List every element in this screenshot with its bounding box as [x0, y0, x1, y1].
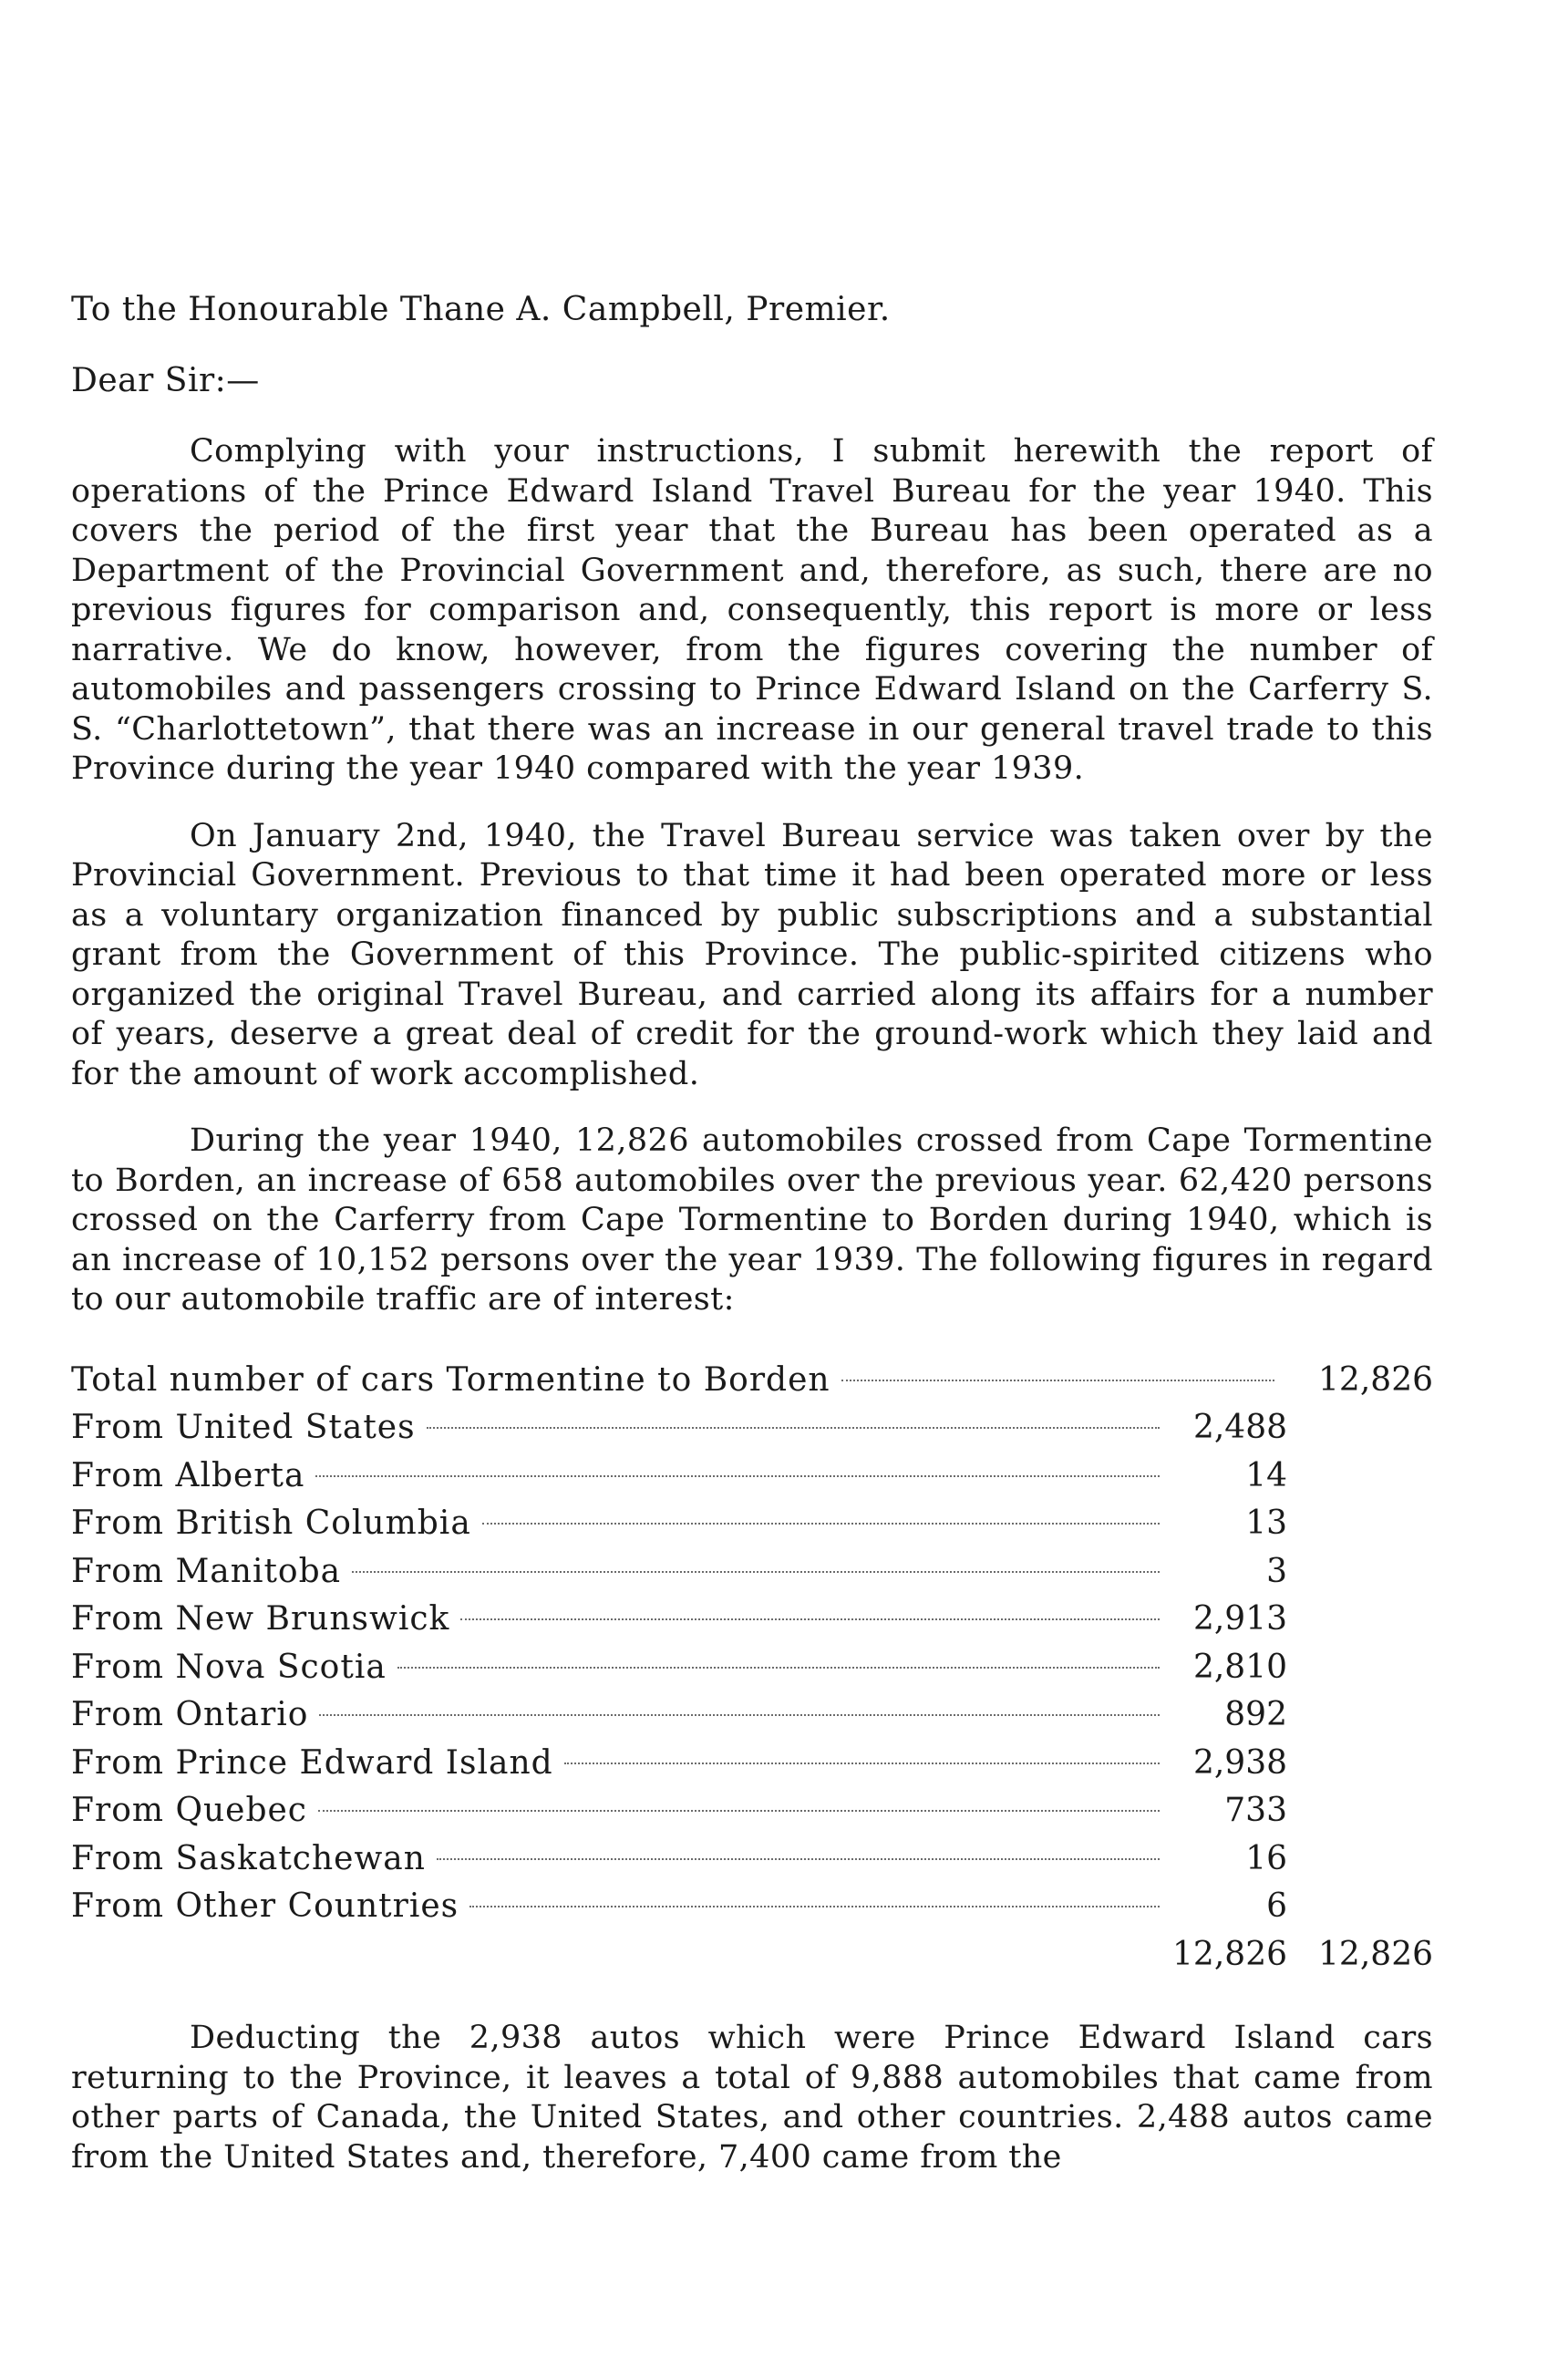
table-row [71, 1548, 1433, 1597]
table-row [71, 1883, 1433, 1931]
total-value: 12,826 [1318, 1360, 1433, 1399]
origin-count: 2,938 [1192, 1743, 1287, 1782]
origin-count: 892 [1224, 1696, 1287, 1733]
table-row [71, 1404, 1433, 1452]
row-left-block [71, 1691, 1287, 1740]
table-row [71, 1452, 1433, 1501]
paragraph-history: On January 2nd, 1940, the Travel Bureau service was taken over by the Provincial Government. Previous to that time it had been operated more or less as a voluntary organization financed by public subscriptions and a substantial grant from the Government of this Province. The public-spirited citizens who organized the original Travel Bureau, and carried along its affairs for a number of years, deserve a great deal of credit for the ground-work which they laid and for the amount of work accomplished. [71, 817, 1433, 1092]
dot-leader [397, 1667, 1160, 1669]
row-left-block [71, 1452, 1287, 1501]
sum-left: 12,826 [1172, 1935, 1287, 1973]
table-row [71, 1644, 1433, 1692]
row-left-block [71, 1883, 1287, 1931]
total-row [71, 1357, 1433, 1405]
origin-label: From Nova Scotia [71, 1648, 387, 1686]
dot-leader [437, 1858, 1160, 1860]
origin-label: From Ontario [71, 1696, 309, 1733]
row-left-block [71, 1404, 1287, 1452]
origin-count: 16 [1245, 1839, 1287, 1877]
origin-label: From New Brunswick [71, 1600, 450, 1638]
row-left-block [71, 1644, 1287, 1692]
sum-right: 12,826 [1318, 1935, 1433, 1973]
paragraph-closing: Deducting the 2,938 autos which were Prince Edward Island cars returning to the Province, it leaves a total of 9,888 automobiles that came from other parts of Canada, the United States, and other countries. 2,488 autos came from the United States and, therefore, 7,400 came from the [71, 2020, 1433, 2176]
row-left-block [71, 1500, 1287, 1548]
table-row [71, 1596, 1433, 1644]
row-left-block [71, 1835, 1287, 1884]
origin-count: 3 [1266, 1552, 1287, 1590]
greeting-line: Dear Sir:— [71, 362, 260, 399]
addressee-line: To the Honourable Thane A. Campbell, Premier. [71, 291, 891, 328]
sum-row [71, 1931, 1433, 1980]
table-row [71, 1787, 1433, 1835]
dot-leader [564, 1763, 1160, 1764]
paragraph-traffic: During the year 1940, 12,826 automobiles crossed from Cape Tormentine to Borden, an increase of 658 automobiles over the previous year. 62,420 persons crossed on the Carferry from Cape Tormentine to Borden during 1940, which is an increase of 10,152 persons over the year 1939. The following figures in regard to our automobile traffic are of interest: [71, 1122, 1433, 1318]
origin-count: 2,913 [1192, 1600, 1287, 1638]
dot-leader [482, 1523, 1160, 1525]
origin-label: From Saskatchewan [71, 1839, 426, 1877]
row-left-block [71, 1740, 1287, 1788]
dot-leader [469, 1906, 1160, 1907]
dot-leader [352, 1571, 1160, 1573]
table-row [71, 1835, 1433, 1884]
origin-label: From Quebec [71, 1792, 307, 1829]
origin-label: From Other Countries [71, 1887, 459, 1925]
dot-leader [841, 1380, 1274, 1381]
origin-label: From British Columbia [71, 1504, 471, 1542]
origin-count: 14 [1245, 1456, 1287, 1494]
row-left-block [71, 1787, 1287, 1835]
dot-leader [427, 1427, 1160, 1429]
automobile-figures-table [71, 1357, 1433, 1980]
dot-leader [460, 1618, 1160, 1620]
origin-count: 2,810 [1192, 1648, 1287, 1686]
table-row [71, 1691, 1433, 1740]
dot-leader [315, 1475, 1160, 1477]
dot-leader [319, 1714, 1160, 1716]
dot-leader [318, 1810, 1160, 1812]
origin-count: 2,488 [1192, 1409, 1287, 1446]
row-left-block [71, 1596, 1287, 1644]
origin-rows [71, 1404, 1433, 1931]
table-row [71, 1740, 1433, 1788]
total-label: Total number of cars Tormentine to Borden [71, 1360, 830, 1399]
table-row [71, 1500, 1433, 1548]
origin-count: 6 [1266, 1887, 1287, 1925]
origin-label: From Manitoba [71, 1552, 342, 1590]
row-left-block [71, 1548, 1287, 1597]
origin-count: 13 [1245, 1504, 1287, 1542]
paragraph-intro: Complying with your instructions, I submit herewith the report of operations of the Prince Edward Island Travel Bureau for the year 1940. This covers the period of the first year that the Bureau has been operated as a Department of the Provincial Government and, therefore, as such, there are no previous figures for comparison and, consequently, this report is more or less narrative. We do know, however, from the figures covering the number of automobiles and passengers crossing to Prince Edward Island on the Carferry S. S. “Charlottetown”, that there was an increase in our general travel trade to this Province during the year 1940 compared with the year 1939. [71, 433, 1433, 787]
report-page [71, 290, 1433, 2205]
origin-count: 733 [1224, 1792, 1287, 1829]
origin-label: From United States [71, 1409, 416, 1446]
origin-label: From Prince Edward Island [71, 1743, 553, 1782]
origin-label: From Alberta [71, 1456, 305, 1494]
